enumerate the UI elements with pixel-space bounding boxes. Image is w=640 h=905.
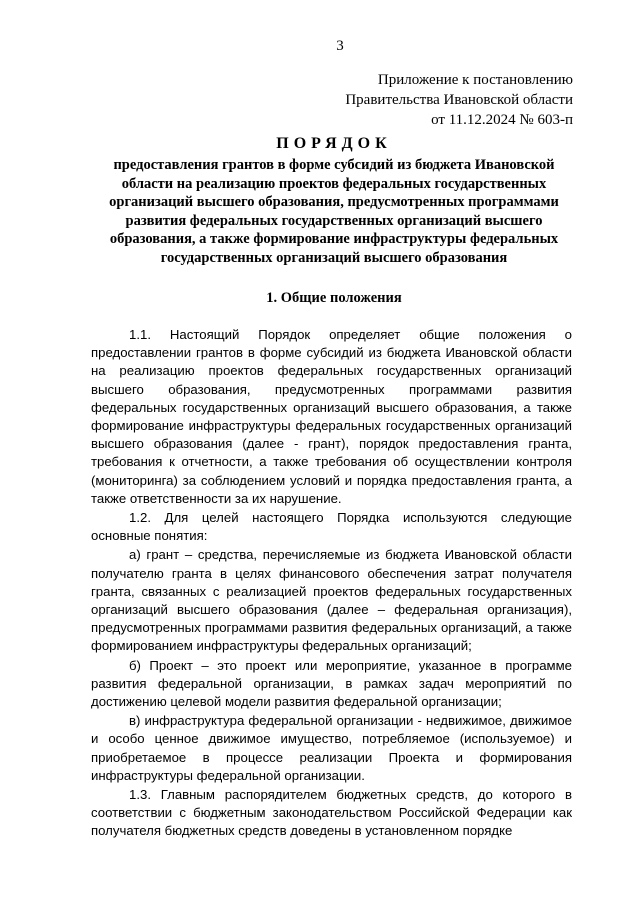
appendix-line-1: Приложение к постановлению (377, 72, 573, 88)
paragraph-a: а) грант – средства, перечисляемые из бюджета Ивановской области получателю гранта в целях финансового обеспечения затрат получателя гранта, связанных с реализацией проектов федеральных государственных организаций высшего образования (далее – федеральная организация), предусмотренных программами развития федеральных организаций, а также формированием инфраструктуры федеральных организаций; (91, 547, 572, 654)
paragraph-1-2: 1.2. Для целей настоящего Порядка используются следующие основные понятия: (91, 510, 572, 544)
paragraph-v: в) инфраструктура федеральной организации - недвижимое, движимое и особо ценное движимое имущество, потребляемое (используемое) и приобретаемое в процессе реализации Проекта и формирования инфраструктуры федеральной организации. (91, 713, 572, 783)
document-subtitle: предоставления грантов в форме субсидий из бюджета Ивановской области на реализацию проектов федеральных государственных организаций высшего образования, предусмотренных программами развития федеральных государственных организаций высшего образования, а также формирование инфраструктуры федеральных государственных организаций высшего образования (109, 157, 559, 266)
appendix-line-3: от 11.12.2024 № 603-п (431, 112, 573, 128)
paragraph-1-3: 1.3. Главным распорядителем бюджетных средств, до которого в соответствии с бюджетным законодательством Российской Федерации как получателя бюджетных средств доведены в установленном порядке (91, 787, 572, 839)
appendix-note (345, 70, 573, 130)
body-text (91, 326, 572, 842)
page-number: 3 (336, 38, 344, 54)
paragraph-1-1: 1.1. Настоящий Порядок определяет общие положения о предоставлении грантов в форме субсидий из бюджета Ивановской области на реализацию проектов федеральных государственных организаций высшего образования, предусмотренных программами развития федеральных государственных организаций высшего образования, а также формирование инфраструктуры федеральных государственных организаций высшего образования (далее - грант), порядок предоставления гранта, требования к отчетности, а также требования об осуществлении контроля (мониторинга) за соблюдением условий и порядка предоставления гранта, а также ответственности за их нарушение. (91, 327, 572, 506)
paragraph-b: б) Проект – это проект или мероприятие, указанное в программе развития федеральной организации, в рамках задач мероприятий по достижению целевой модели развития федеральной организации; (91, 657, 572, 710)
appendix-line-2: Правительства Ивановской области (345, 92, 573, 108)
document-title-block (96, 134, 572, 267)
section-heading: 1. Общие положения (266, 290, 402, 306)
document-title: ПОРЯДОК (276, 135, 392, 152)
